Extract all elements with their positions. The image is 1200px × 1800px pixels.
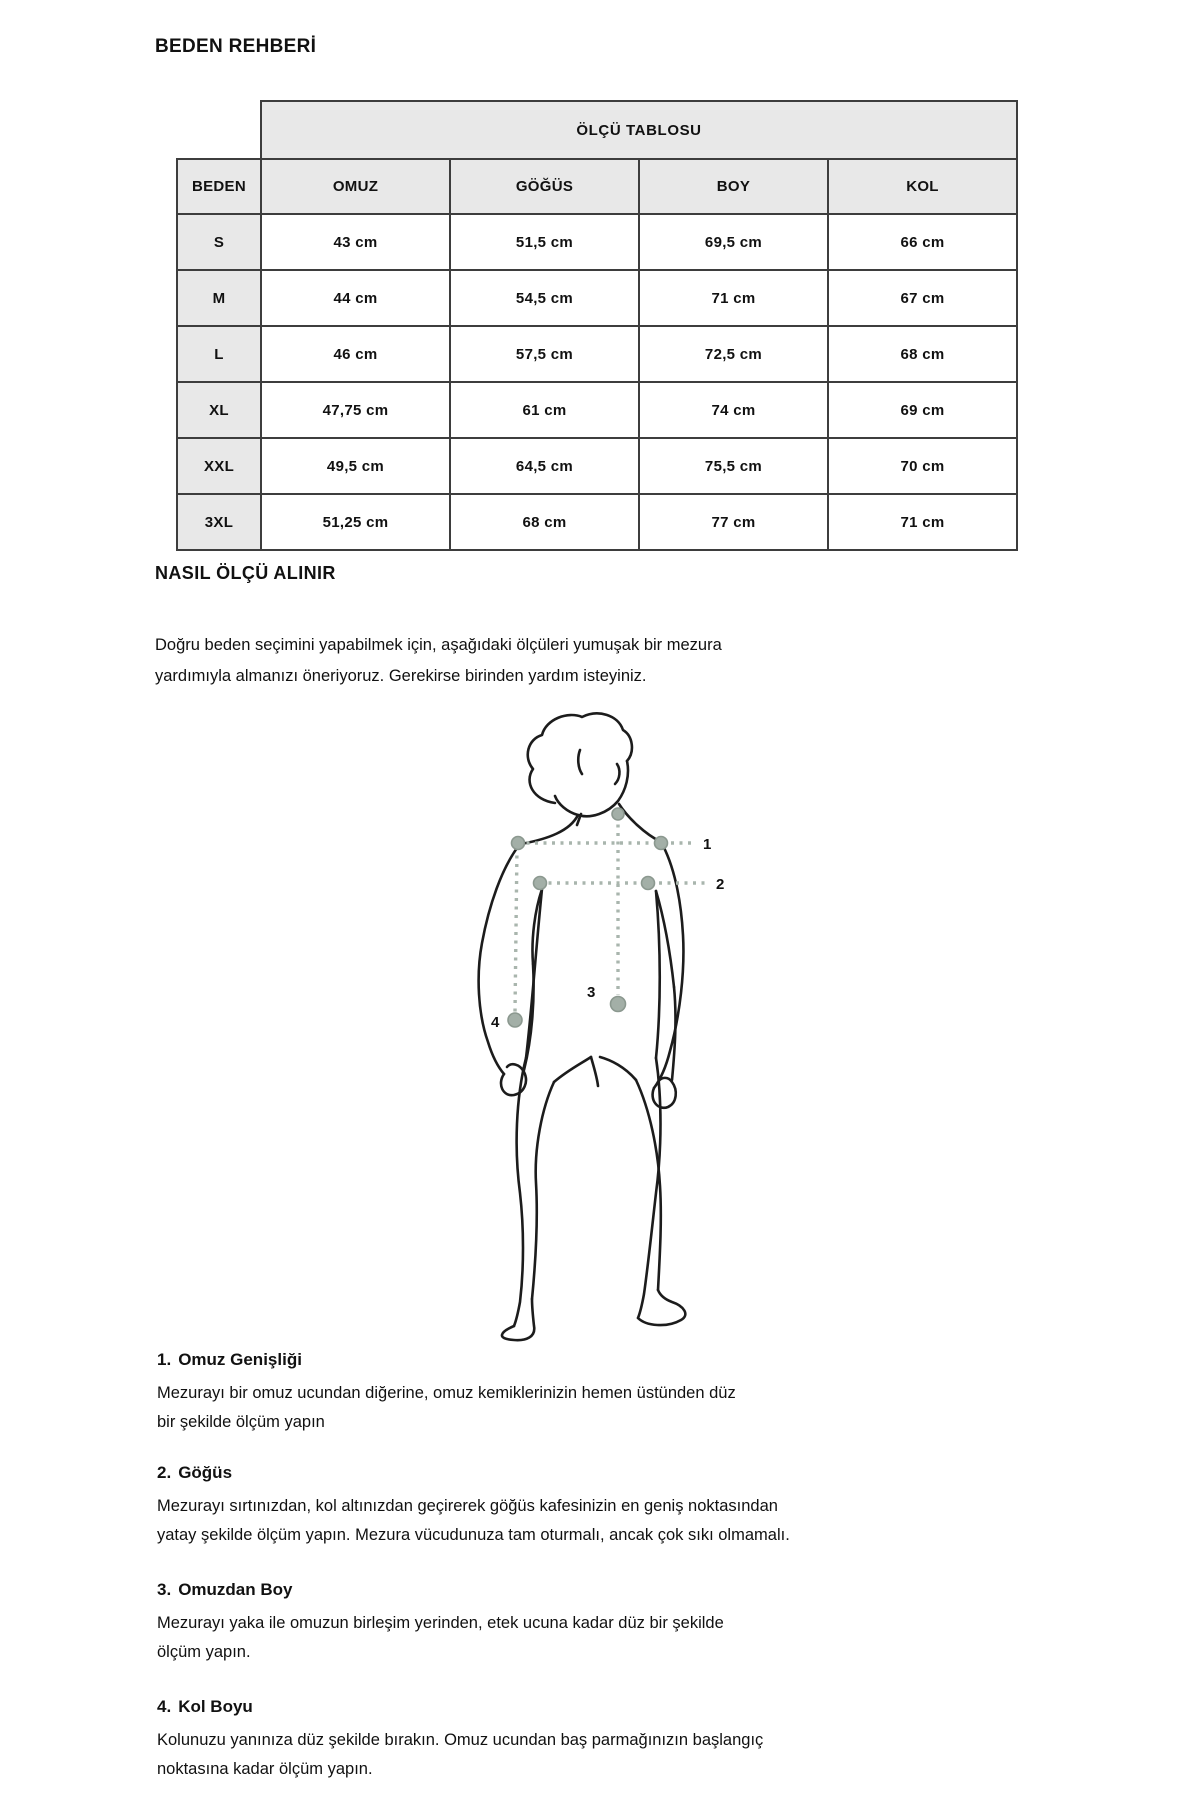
section-text-line2: yatay şekilde ölçüm yapın. Mezura vücudunuza tam oturmalı, ancak çok sıkı olmamalı.: [157, 1526, 790, 1544]
howto-heading: NASIL ÖLÇÜ ALINIR: [155, 563, 336, 583]
section-heading: [157, 1458, 790, 1487]
marker-3-label: 3: [587, 984, 596, 1001]
section-text-line1: Kolunuzu yanınıza düz şekilde bırakın. Omuz ucundan baş parmağınızın başlangıç: [157, 1731, 764, 1749]
boy-cell: 72,5 cm: [639, 326, 828, 382]
section-gogus: [157, 1458, 790, 1550]
kol-cell: 71 cm: [828, 494, 1017, 550]
right-shoulder-dot: [655, 837, 668, 850]
kol-cell: 67 cm: [828, 270, 1017, 326]
page-title: BEDEN REHBERİ: [155, 36, 317, 57]
gogus-cell: 54,5 cm: [450, 270, 639, 326]
gogus-cell: 57,5 cm: [450, 326, 639, 382]
marker-labels: [491, 836, 724, 1031]
size-cell: M: [177, 270, 261, 326]
size-table: [176, 100, 1018, 551]
table-ghost-cell: [177, 101, 261, 159]
column-header-boy: BOY: [639, 159, 828, 214]
section-text-line2: noktasına kadar ölçüm yapın.: [157, 1760, 373, 1778]
section-number: 4.: [157, 1697, 172, 1716]
column-header-beden: BEDEN: [177, 159, 261, 214]
howto-intro-line2: yardımıyla almanızı öneriyoruz. Gerekirse birinden yardım isteyiniz.: [155, 667, 647, 685]
omuz-cell: 43 cm: [261, 214, 450, 270]
arm-end-dot: [508, 1013, 522, 1027]
boy-cell: 75,5 cm: [639, 438, 828, 494]
table-row: [177, 326, 1017, 382]
size-cell: XXL: [177, 438, 261, 494]
section-text-line1: Mezurayı sırtınızdan, kol altınızdan geçirerek göğüs kafesinizin en geniş noktasından: [157, 1497, 778, 1515]
body-measurement-diagram: [420, 618, 820, 1342]
marker-2-label: 2: [716, 876, 725, 893]
gogus-cell: 68 cm: [450, 494, 639, 550]
omuz-cell: 49,5 cm: [261, 438, 450, 494]
section-text-line1: Mezurayı yaka ile omuzun birleşim yerinden, etek ucuna kadar düz bir şekilde: [157, 1614, 724, 1632]
howto-intro-line1: Doğru beden seçimini yapabilmek için, aşağıdaki ölçüleri yumuşak bir mezura: [155, 636, 722, 654]
table-row: [177, 270, 1017, 326]
omuz-cell: 51,25 cm: [261, 494, 450, 550]
section-text-line1: Mezurayı bir omuz ucundan diğerine, omuz kemiklerinizin hemen üstünden düz: [157, 1384, 736, 1402]
section-title: Omuzdan Boy: [178, 1580, 293, 1599]
gogus-cell: 61 cm: [450, 382, 639, 438]
section-number: 2.: [157, 1463, 172, 1482]
section-heading: [157, 1345, 736, 1374]
gogus-cell: 51,5 cm: [450, 214, 639, 270]
size-cell: L: [177, 326, 261, 382]
section-number: 3.: [157, 1580, 172, 1599]
column-header-omuz: OMUZ: [261, 159, 450, 214]
marker-1-label: 1: [703, 836, 712, 853]
section-number: 1.: [157, 1350, 172, 1369]
boy-cell: 71 cm: [639, 270, 828, 326]
right-chest-dot: [642, 877, 655, 890]
table-title-row: [177, 101, 1017, 159]
section-text-line2: bir şekilde ölçüm yapın: [157, 1413, 325, 1431]
left-chest-dot: [534, 877, 547, 890]
arm-guide-line: [515, 847, 517, 1012]
section-title: Göğüs: [178, 1463, 233, 1482]
table-row: [177, 494, 1017, 550]
column-header-gogus: GÖĞÜS: [450, 159, 639, 214]
table-header-row: [177, 159, 1017, 214]
section-omuzdan-boy: [157, 1575, 724, 1667]
table-row: [177, 214, 1017, 270]
table-title: ÖLÇÜ TABLOSU: [261, 101, 1017, 159]
column-header-kol: KOL: [828, 159, 1017, 214]
omuz-cell: 46 cm: [261, 326, 450, 382]
section-title: Kol Boyu: [178, 1697, 253, 1716]
boy-cell: 74 cm: [639, 382, 828, 438]
table-row: [177, 382, 1017, 438]
neck-dot: [612, 808, 624, 820]
length-end-dot: [611, 997, 626, 1012]
section-title: Omuz Genişliği: [178, 1350, 302, 1369]
section-heading: [157, 1692, 763, 1721]
marker-4-label: 4: [491, 1014, 500, 1031]
omuz-cell: 44 cm: [261, 270, 450, 326]
size-cell: XL: [177, 382, 261, 438]
table-row: [177, 438, 1017, 494]
section-omuz-genisligi: [157, 1345, 736, 1437]
size-cell: S: [177, 214, 261, 270]
boy-cell: 69,5 cm: [639, 214, 828, 270]
section-text-line2: ölçüm yapın.: [157, 1643, 251, 1661]
section-kol-boyu: [157, 1692, 763, 1784]
gogus-cell: 64,5 cm: [450, 438, 639, 494]
size-cell: 3XL: [177, 494, 261, 550]
kol-cell: 70 cm: [828, 438, 1017, 494]
omuz-cell: 47,75 cm: [261, 382, 450, 438]
measurement-guides: [515, 816, 705, 1012]
boy-cell: 77 cm: [639, 494, 828, 550]
kol-cell: 69 cm: [828, 382, 1017, 438]
kol-cell: 68 cm: [828, 326, 1017, 382]
body-figure-illustration: [479, 713, 686, 1340]
left-shoulder-dot: [512, 837, 525, 850]
section-heading: [157, 1575, 724, 1604]
kol-cell: 66 cm: [828, 214, 1017, 270]
